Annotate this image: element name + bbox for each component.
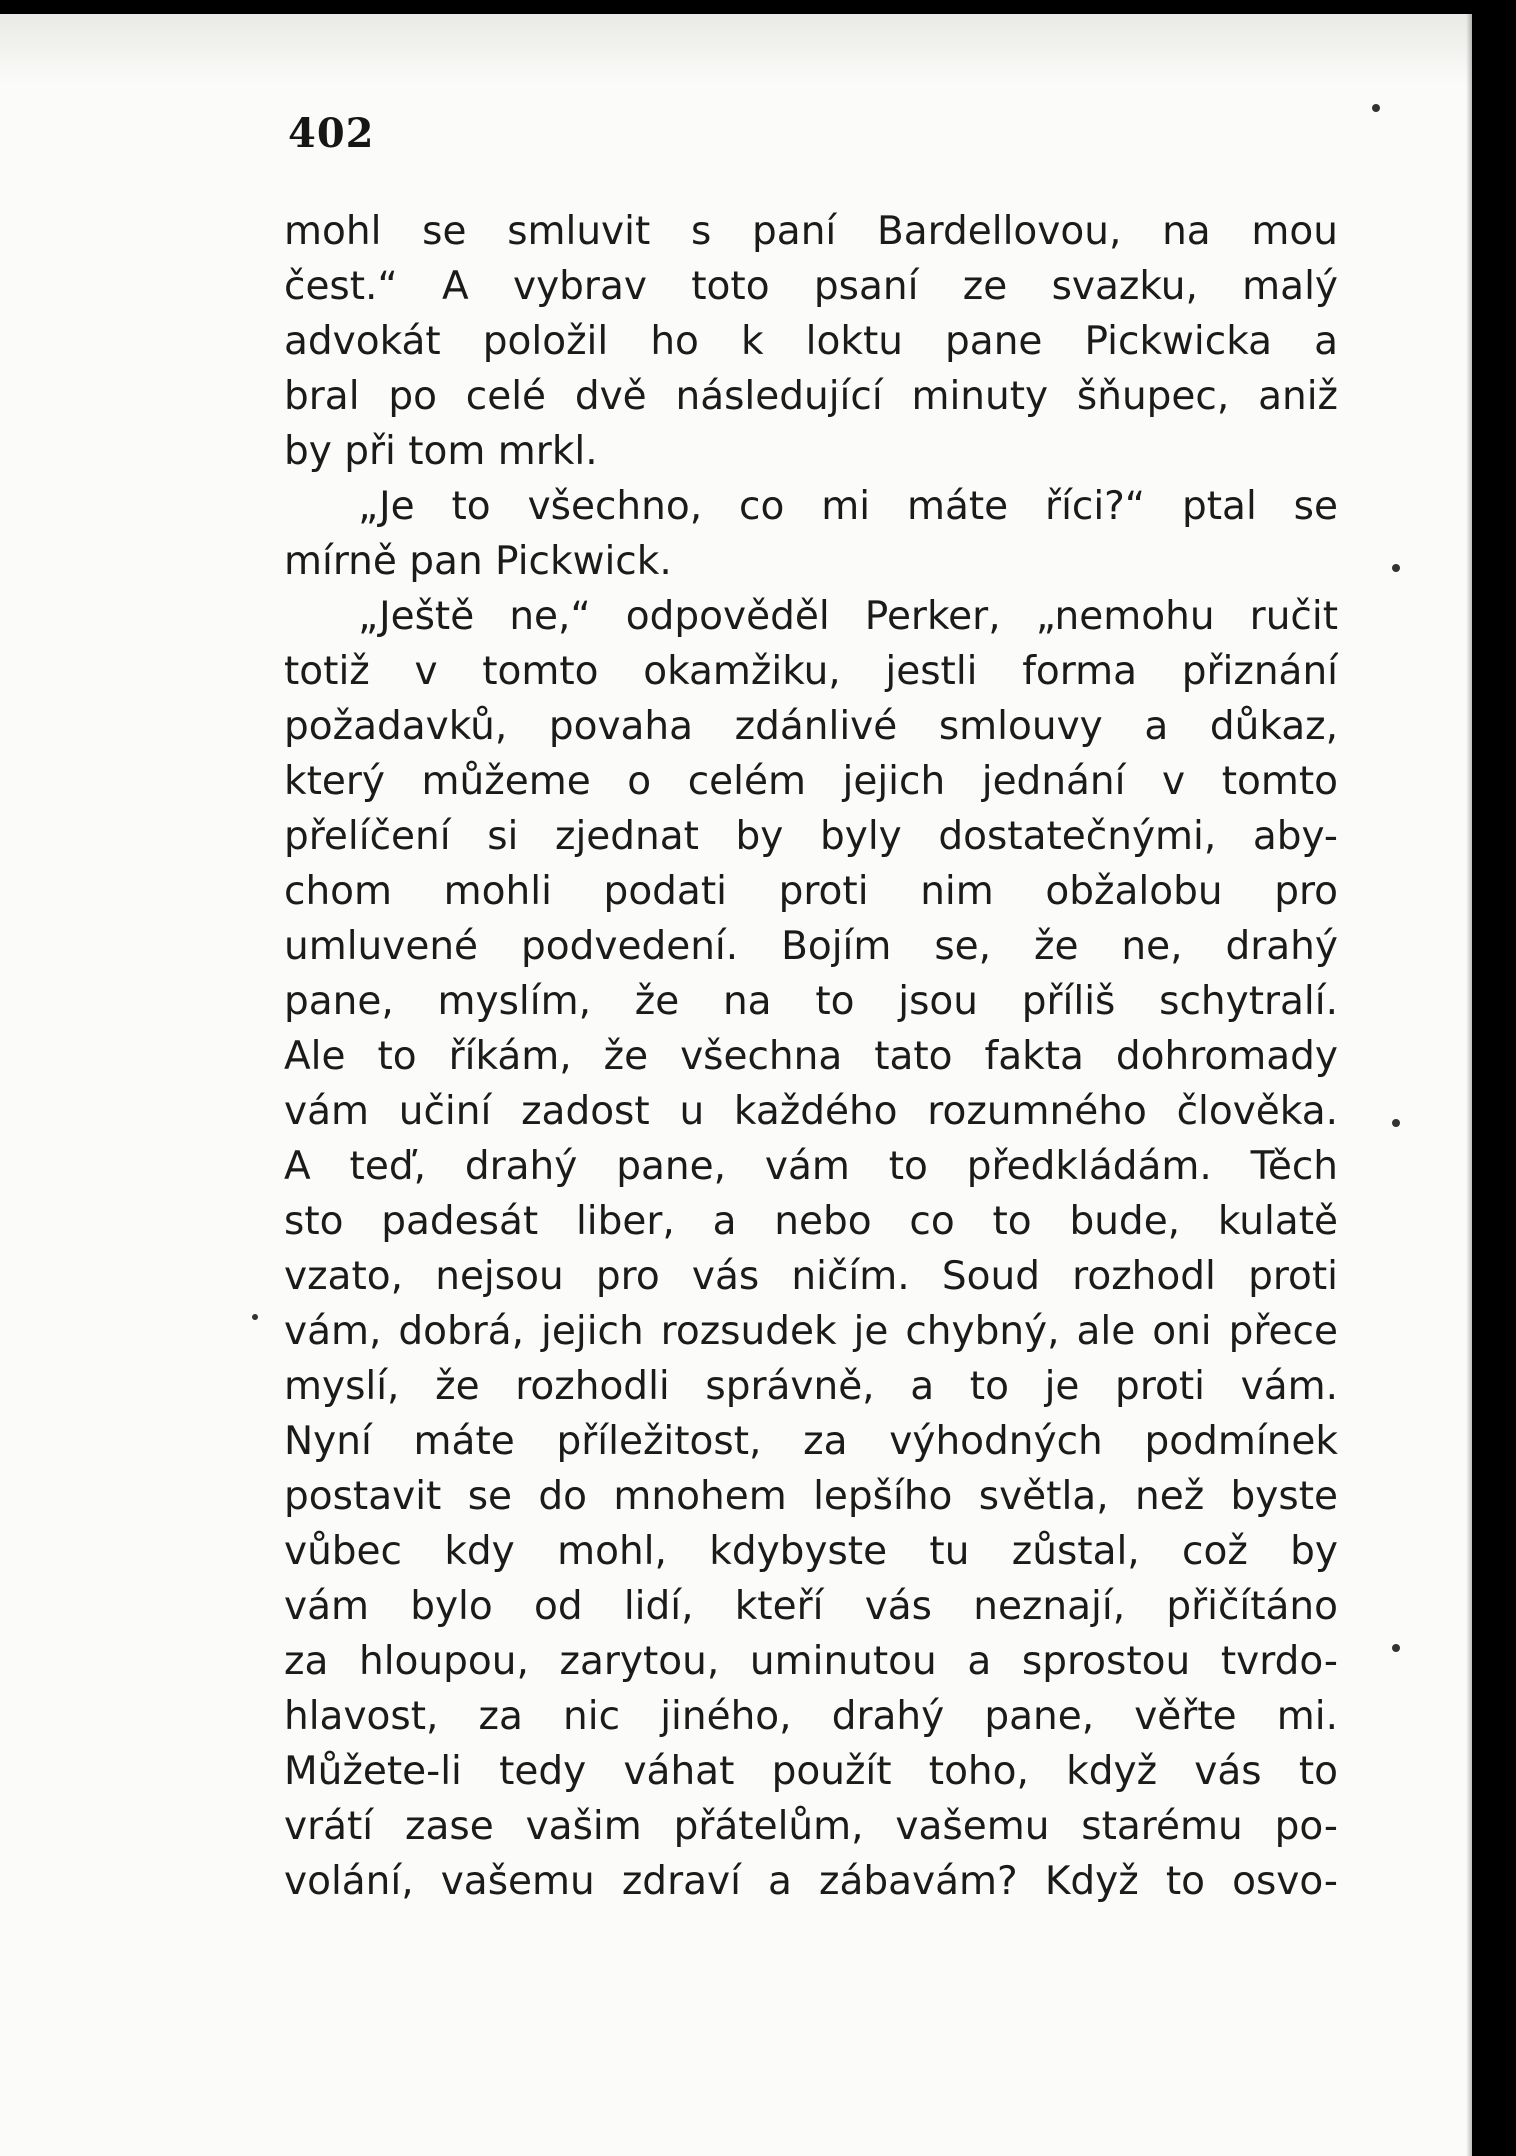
- page-number: 402: [288, 110, 375, 157]
- text-line: čest.“ A vybrav toto psaní ze svazku, malý: [284, 264, 1338, 309]
- text-line: chom mohli podati proti nim obžalobu pro: [284, 869, 1338, 914]
- text-line: umluvené podvedení. Bojím se, že ne, drahý: [284, 924, 1338, 969]
- text-line: „Je to všechno, co mi máte říci?“ ptal se: [358, 484, 1338, 529]
- text-line: vám bylo od lidí, kteří vás neznají, přičítáno: [284, 1584, 1338, 1629]
- text-line: advokát položil ho k loktu pane Pickwicka a: [284, 319, 1338, 364]
- text-line: Nyní máte příležitost, za výhodných podmínek: [284, 1419, 1338, 1464]
- text-line: mohl se smluvit s paní Bardellovou, na mou: [284, 209, 1338, 254]
- text-line: který můžeme o celém jejich jednání v tomto: [284, 759, 1338, 804]
- text-line: bral po celé dvě následující minuty šňupec, aniž: [284, 374, 1338, 419]
- ink-speck: [1392, 564, 1400, 572]
- ink-speck: [1372, 104, 1380, 112]
- text-line: požadavků, povaha zdánlivé smlouvy a důkaz,: [284, 704, 1338, 749]
- text-line: vám, dobrá, jejich rozsudek je chybný, ale oni přece: [284, 1309, 1338, 1354]
- text-line: za hloupou, zarytou, uminutou a sprostou tvrdo-: [284, 1639, 1338, 1684]
- text-line: totiž v tomto okamžiku, jestli forma přiznání: [284, 649, 1338, 694]
- text-line: by při tom mrkl.: [284, 429, 598, 474]
- page-right-edge: [1466, 14, 1472, 2156]
- ink-speck: [1392, 1644, 1400, 1652]
- text-line: mírně pan Pickwick.: [284, 539, 672, 584]
- page-top-shading: [0, 14, 1472, 84]
- text-line: hlavost, za nic jiného, drahý pane, věřte mi.: [284, 1694, 1338, 1739]
- text-line: pane, myslím, že na to jsou příliš schytralí.: [284, 979, 1338, 1024]
- text-line: volání, vašemu zdraví a zábavám? Když to osvo-: [284, 1859, 1338, 1904]
- ink-speck: [252, 1314, 258, 1320]
- text-line: Ale to říkám, že všechna tato fakta dohromady: [284, 1034, 1338, 1079]
- text-line: vzato, nejsou pro vás ničím. Soud rozhodl proti: [284, 1254, 1338, 1299]
- body-text: [284, 204, 1338, 1909]
- text-line: myslí, že rozhodli správně, a to je proti vám.: [284, 1364, 1338, 1409]
- book-page: [0, 14, 1472, 2156]
- text-line: přelíčení si zjednat by byly dostatečnými, aby-: [284, 814, 1338, 859]
- text-line: „Ještě ne,“ odpověděl Perker, „nemohu ručit: [358, 594, 1338, 639]
- text-line: vrátí zase vašim přátelům, vašemu starému po-: [284, 1804, 1338, 1849]
- text-line: sto padesát liber, a nebo co to bude, kulatě: [284, 1199, 1338, 1244]
- text-line: Můžete-li tedy váhat použít toho, když vás to: [284, 1749, 1338, 1794]
- text-line: postavit se do mnohem lepšího světla, než byste: [284, 1474, 1338, 1519]
- text-line: vůbec kdy mohl, kdybyste tu zůstal, což by: [284, 1529, 1338, 1574]
- text-line: vám učiní zadost u každého rozumného člověka.: [284, 1089, 1338, 1134]
- ink-speck: [1392, 1119, 1400, 1127]
- text-line: A teď, drahý pane, vám to předkládám. Těch: [284, 1144, 1338, 1189]
